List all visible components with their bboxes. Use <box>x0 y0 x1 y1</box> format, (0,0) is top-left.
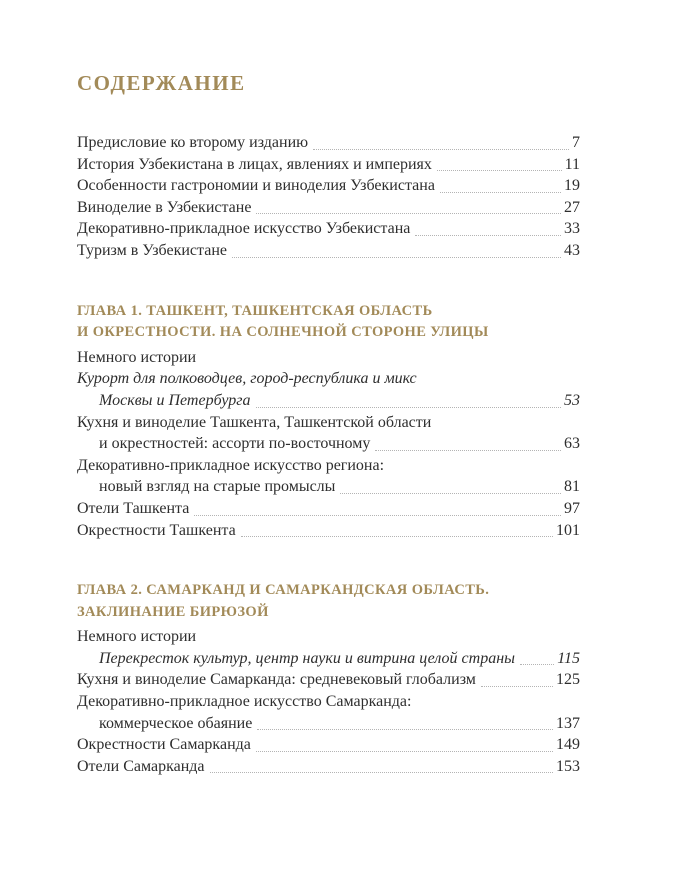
toc-row <box>77 626 580 648</box>
front-matter-section <box>77 132 580 262</box>
dotted-leader <box>375 450 561 451</box>
toc-page-number: 101 <box>556 521 580 539</box>
toc-page-number: 137 <box>556 714 580 732</box>
toc-page-number: 63 <box>564 435 580 453</box>
toc-row <box>77 713 580 735</box>
dotted-leader <box>256 213 561 214</box>
toc-row <box>77 197 580 219</box>
dotted-leader <box>256 751 553 752</box>
dotted-leader <box>257 729 553 730</box>
dotted-leader <box>313 149 569 150</box>
toc-entry-label: Москвы и Петербурга <box>99 391 251 409</box>
toc-row <box>77 648 580 670</box>
toc-entry-label: и окрестностей: ассорти по-восточному <box>99 435 371 453</box>
toc-entry-label: Декоративно-прикладное искусство Самарканда: <box>77 693 412 711</box>
toc-entry-label: Курорт для полководцев, город-республика и микс <box>77 370 417 388</box>
toc-entry-label: Немного истории <box>77 348 197 366</box>
toc-page-number: 27 <box>564 198 580 216</box>
toc-row <box>77 455 580 477</box>
toc-entry-label: коммерческое обаяние <box>99 714 253 732</box>
toc-entry-label: Декоративно-прикладное искусство Узбекистана <box>77 220 411 238</box>
toc-row <box>77 368 580 390</box>
toc-entry-label: Предисловие ко второму изданию <box>77 134 309 151</box>
toc-row <box>77 756 580 778</box>
toc-row <box>77 691 580 713</box>
toc-row <box>77 476 580 498</box>
toc-entry-label: новый взгляд на старые промыслы <box>99 478 336 496</box>
toc-row <box>77 498 580 520</box>
toc-row <box>77 390 580 412</box>
dotted-leader <box>256 407 561 408</box>
dotted-leader <box>415 235 561 236</box>
toc-page-number: 115 <box>557 649 580 667</box>
toc-entry-label: Виноделие в Узбекистане <box>77 198 252 216</box>
toc-page-number: 81 <box>564 478 580 496</box>
toc-page-number: 19 <box>564 177 580 195</box>
toc-entry-label: Отели Ташкента <box>77 499 190 517</box>
toc-entry-label: Перекресток культур, центр науки и витрина целой страны <box>99 649 515 667</box>
toc-row <box>77 218 580 240</box>
toc-row <box>77 240 580 262</box>
toc-entry-label: История Узбекистана в лицах, явлениях и империях <box>77 155 432 173</box>
dotted-leader <box>481 686 553 687</box>
toc-page-number: 11 <box>564 155 580 173</box>
toc-page-number: 153 <box>556 757 580 775</box>
dotted-leader <box>194 515 561 516</box>
toc-entry-label: Окрестности Ташкента <box>77 521 236 539</box>
toc-row <box>77 669 580 691</box>
dotted-leader <box>340 493 561 494</box>
toc-row <box>77 734 580 756</box>
chapter-section <box>77 301 580 542</box>
toc-entry-label: Кухня и виноделие Самарканда: средневековый глобализм <box>77 671 476 689</box>
toc-page-number: 7 <box>572 134 580 151</box>
chapter-heading-line: И ОКРЕСТНОСТИ. НА СОЛНЕЧНОЙ СТОРОНЕ УЛИЦЫ <box>77 324 489 341</box>
toc-page-number: 125 <box>556 671 580 689</box>
toc-row <box>77 433 580 455</box>
page-title: СОДЕРЖАНИЕ <box>77 71 246 95</box>
chapter-section <box>77 580 580 777</box>
toc-row <box>77 132 580 154</box>
dotted-leader <box>232 257 561 258</box>
toc-entry-label: Особенности гастрономии и виноделия Узбекистана <box>77 177 435 195</box>
table-of-contents <box>77 132 580 777</box>
dotted-leader <box>440 192 561 193</box>
toc-entry-label: Кухня и виноделие Ташкента, Ташкентской области <box>77 413 432 431</box>
chapter-heading <box>77 580 580 623</box>
toc-row <box>77 412 580 434</box>
dotted-leader <box>437 170 562 171</box>
chapter-heading <box>77 301 580 344</box>
toc-row <box>77 154 580 176</box>
toc-page-number: 43 <box>564 241 580 259</box>
toc-page-number: 33 <box>564 220 580 238</box>
chapter-heading-line: ГЛАВА 2. САМАРКАНД И САМАРКАНДСКАЯ ОБЛАСТЬ. <box>77 582 490 599</box>
toc-row <box>77 347 580 369</box>
toc-entry-label: Немного истории <box>77 628 197 646</box>
chapter-heading-line: ЗАКЛИНАНИЕ БИРЮЗОЙ <box>77 603 269 620</box>
toc-row <box>77 175 580 197</box>
toc-entry-label: Окрестности Самарканда <box>77 736 251 754</box>
toc-page-number: 149 <box>556 736 580 754</box>
toc-entry-label: Отели Самарканда <box>77 757 205 775</box>
chapter-heading-line: ГЛАВА 1. ТАШКЕНТ, ТАШКЕНТСКАЯ ОБЛАСТЬ <box>77 302 433 319</box>
dotted-leader <box>210 772 553 773</box>
toc-page-number: 97 <box>564 499 580 517</box>
toc-page-number: 53 <box>564 391 580 409</box>
dotted-leader <box>241 536 553 537</box>
toc-entry-label: Туризм в Узбекистане <box>77 241 227 259</box>
dotted-leader <box>520 664 554 665</box>
toc-entry-label: Декоративно-прикладное искусство региона: <box>77 456 385 474</box>
toc-row <box>77 520 580 542</box>
